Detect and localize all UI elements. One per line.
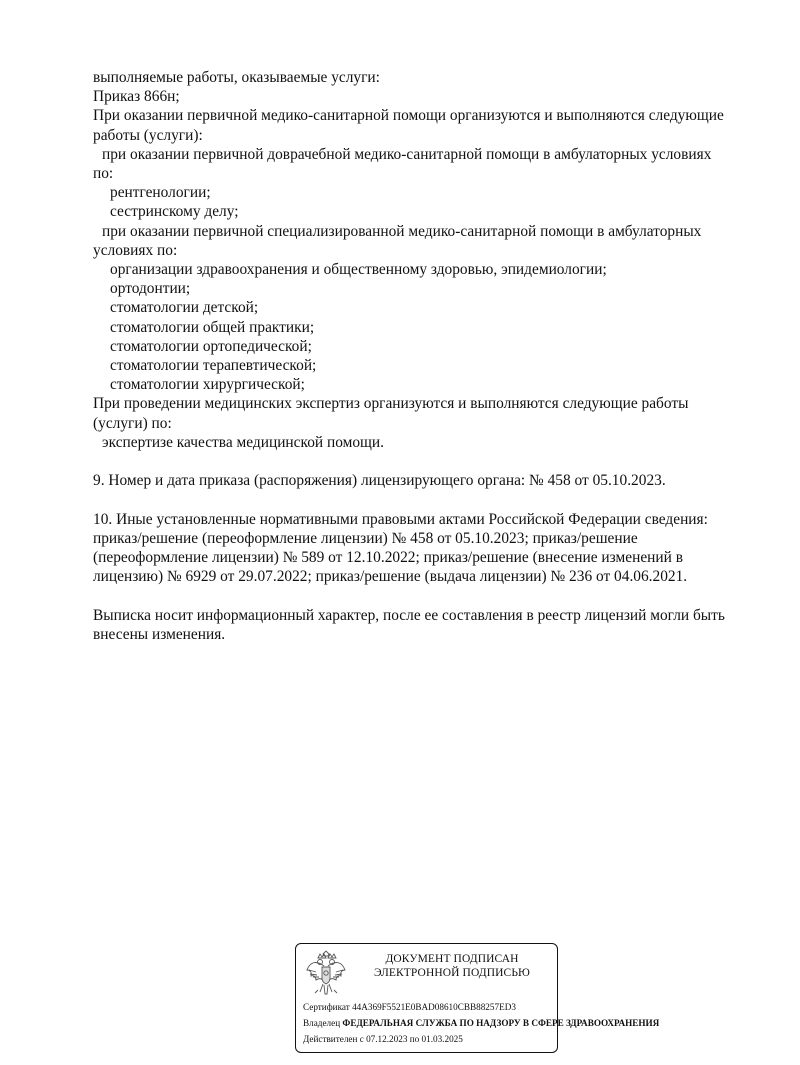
document-line: приказ/решение (переоформление лицензии) № 458 от 05.10.2023; приказ/решение (93, 529, 638, 547)
stamp-title-line1: ДОКУМЕНТ ПОДПИСАН (385, 953, 519, 965)
owner-label: Владелец (303, 1018, 341, 1028)
blank-line (93, 452, 758, 471)
document-line: стоматологии детской; (110, 299, 259, 317)
document-line: (услуги) по: (93, 414, 172, 432)
certificate-label: Сертификат (303, 1002, 350, 1012)
document-line: Приказ 866н; (93, 88, 180, 106)
stamp-title-line2: ЭЛЕКТРОННОЙ ПОДПИСЬЮ (374, 966, 530, 979)
document-line: стоматологии терапевтической; (110, 357, 317, 375)
document-line: Выписка носит информационный характер, после ее составления в реестр лицензий могли быть (93, 606, 725, 624)
blank-line (93, 490, 758, 509)
coat-of-arms-icon (304, 950, 348, 996)
document-line: условиях по: (93, 241, 178, 259)
stamp-owner (303, 1018, 659, 1029)
document-line: лицензию) № 6929 от 29.07.2022; приказ/решение (выдача лицензии) № 236 от 04.06.2021. (93, 568, 688, 586)
document-line: стоматологии ортопедической; (110, 337, 312, 355)
document-line: рентгенологии; (110, 184, 211, 202)
document-line: 10. Иные установленные нормативными правовыми актами Российской Федерации сведения: (93, 510, 708, 528)
document-line: организации здравоохранения и общественному здоровью, эпидемиологии; (110, 261, 607, 279)
document-line: стоматологии общей практики; (110, 318, 315, 336)
document-line: При оказании первичной медико-санитарной помощи организуются и выполняются следующие (93, 107, 724, 125)
document-line: по: (93, 165, 114, 183)
certificate-value: 44A369F5521E0BAD08610CBB88257ED3 (352, 1002, 516, 1012)
document-line: 9. Номер и дата приказа (распоряжения) лицензирующего органа: № 458 от 05.10.2023. (93, 472, 666, 490)
document-line: стоматологии хирургической; (110, 376, 305, 394)
document-line: работы (услуги): (93, 126, 203, 144)
stamp-title (352, 953, 552, 980)
document-line: При проведении медицинских экспертиз организуются и выполняются следующие работы (93, 395, 689, 413)
stamp-validity (303, 1034, 463, 1045)
document-line: ортодонтии; (110, 280, 191, 298)
document-line: (переоформление лицензии) № 589 от 12.10.2022; приказ/решение (внесение изменений в (93, 549, 683, 567)
document-body (93, 68, 758, 644)
document-line: при оказании первичной специализированной медико-санитарной помощи в амбулаторных (102, 222, 702, 240)
stamp-certificate (303, 1002, 516, 1013)
owner-value: ФЕДЕРАЛЬНАЯ СЛУЖБА ПО НАДЗОРУ В СФЕРЕ ЗДРАВООХРАНЕНИЯ (342, 1018, 660, 1028)
validity-text: Действителен с 07.12.2023 по 01.03.2025 (303, 1034, 463, 1044)
document-line: сестринскому делу; (110, 203, 239, 221)
document-line: выполняемые работы, оказываемые услуги: (93, 69, 380, 86)
electronic-signature-stamp (295, 943, 660, 1053)
blank-line (93, 586, 758, 605)
document-line: экспертизе качества медицинской помощи. (102, 433, 384, 451)
document-line: при оказании первичной доврачебной медико-санитарной помощи в амбулаторных условиях (102, 145, 712, 163)
document-line: внесены изменения. (93, 625, 226, 643)
